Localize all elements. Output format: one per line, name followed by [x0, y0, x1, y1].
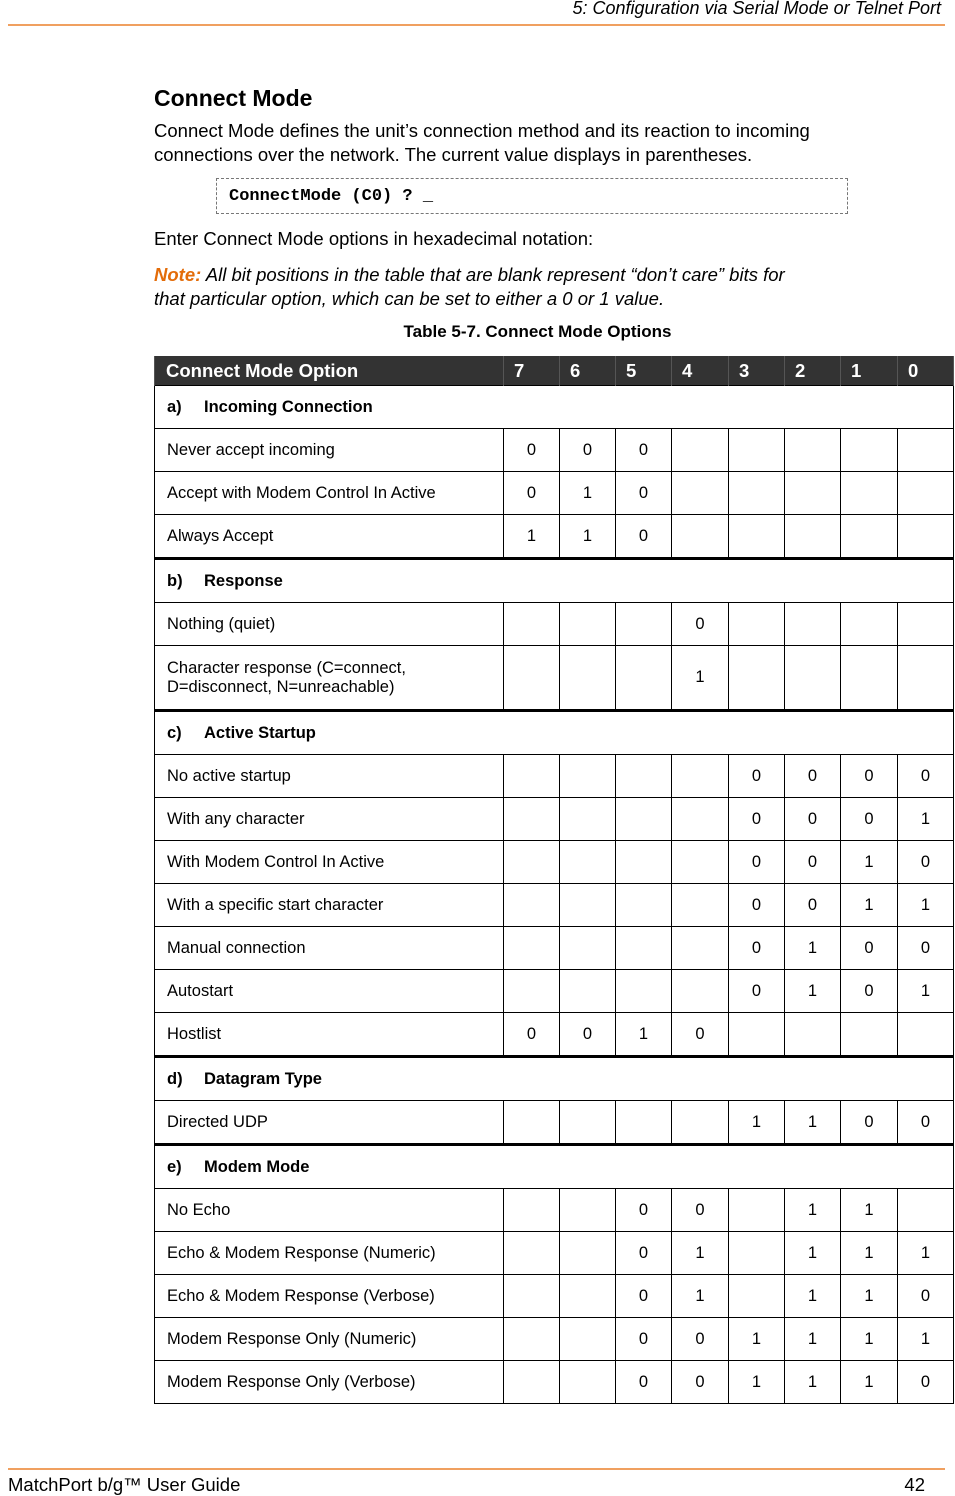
option-label: With any character: [155, 798, 504, 841]
table-row: [155, 755, 954, 798]
table-row: [155, 1013, 954, 1057]
bit-cell: 0: [504, 429, 560, 472]
bit-cell: 1: [898, 798, 954, 841]
section-heading-text: Incoming Connection: [204, 397, 373, 416]
bit-cell: 1: [672, 1232, 729, 1275]
bit-cell: [560, 1189, 616, 1232]
header-bit-5: 5: [616, 356, 672, 386]
option-label: Echo & Modem Response (Numeric): [155, 1232, 504, 1275]
bit-cell: [504, 1101, 560, 1145]
bit-cell: 1: [672, 1275, 729, 1318]
bit-cell: 1: [785, 1318, 841, 1361]
section-heading-text: Active Startup: [204, 723, 316, 742]
bit-cell: 1: [785, 927, 841, 970]
bit-cell: 0: [841, 970, 898, 1013]
bit-cell: [616, 841, 672, 884]
bit-cell: 1: [841, 1232, 898, 1275]
bit-cell: [504, 970, 560, 1013]
option-label: Echo & Modem Response (Verbose): [155, 1275, 504, 1318]
bit-cell: [560, 970, 616, 1013]
bit-cell: 0: [729, 927, 785, 970]
bit-cell: [616, 603, 672, 646]
bit-cell: [729, 1275, 785, 1318]
section-heading: [155, 711, 954, 755]
section-letter: d): [167, 1069, 183, 1088]
bit-cell: [504, 1361, 560, 1404]
table-row: [155, 1232, 954, 1275]
bit-cell: [729, 429, 785, 472]
bit-cell: 0: [898, 755, 954, 798]
bit-cell: [729, 1189, 785, 1232]
header-bit-7: 7: [504, 356, 560, 386]
table-row: [155, 927, 954, 970]
bit-cell: 0: [672, 603, 729, 646]
bit-cell: 0: [672, 1013, 729, 1057]
option-label: Nothing (quiet): [155, 603, 504, 646]
bit-cell: [841, 472, 898, 515]
bit-cell: [504, 1275, 560, 1318]
bit-cell: [504, 603, 560, 646]
bit-cell: 0: [898, 927, 954, 970]
bit-cell: 1: [898, 1232, 954, 1275]
bit-cell: [729, 515, 785, 559]
bit-cell: 0: [898, 1361, 954, 1404]
bit-cell: 0: [841, 755, 898, 798]
bit-cell: [785, 515, 841, 559]
bit-cell: 1: [785, 1189, 841, 1232]
bit-cell: 1: [729, 1361, 785, 1404]
note-line-2: that particular option, which can be set to either a 0 or 1 value.: [154, 288, 665, 309]
bit-cell: [560, 1275, 616, 1318]
table-row: [155, 798, 954, 841]
bit-cell: [560, 646, 616, 711]
table-header-row: [155, 356, 954, 386]
bit-cell: [898, 515, 954, 559]
bit-cell: [729, 1232, 785, 1275]
header-bit-3: 3: [729, 356, 785, 386]
bit-cell: 0: [898, 1101, 954, 1145]
option-label-line-2: D=disconnect, N=unreachable): [167, 677, 395, 696]
bit-cell: [729, 646, 785, 711]
bit-cell: [504, 755, 560, 798]
bit-cell: [616, 970, 672, 1013]
bit-cell: [898, 1189, 954, 1232]
bit-cell: 0: [504, 472, 560, 515]
bit-cell: 1: [785, 970, 841, 1013]
bit-cell: [616, 646, 672, 711]
bit-cell: [729, 603, 785, 646]
bit-cell: [672, 798, 729, 841]
bit-cell: 0: [616, 1361, 672, 1404]
bit-cell: 0: [560, 429, 616, 472]
bit-cell: [898, 429, 954, 472]
bit-cell: [672, 927, 729, 970]
bit-cell: [504, 1189, 560, 1232]
option-label: Accept with Modem Control In Active: [155, 472, 504, 515]
option-label: With a specific start character: [155, 884, 504, 927]
table-row: [155, 472, 954, 515]
bit-cell: 0: [672, 1318, 729, 1361]
section-letter: c): [167, 723, 182, 742]
bit-cell: [616, 1101, 672, 1145]
bit-cell: [672, 970, 729, 1013]
footer-rule: [8, 1468, 945, 1470]
bit-cell: 0: [560, 1013, 616, 1057]
bit-cell: [616, 755, 672, 798]
bit-cell: 0: [616, 1318, 672, 1361]
section-row: [155, 386, 954, 429]
bit-cell: [504, 646, 560, 711]
bit-cell: [616, 798, 672, 841]
note-line-1: All bit positions in the table that are blank represent “don’t care” bits for: [205, 264, 785, 285]
section-letter: e): [167, 1157, 182, 1176]
option-label: Hostlist: [155, 1013, 504, 1057]
table-row: [155, 970, 954, 1013]
bit-cell: 1: [898, 1318, 954, 1361]
bit-cell: 0: [729, 798, 785, 841]
bit-cell: [785, 472, 841, 515]
bit-cell: 1: [841, 1361, 898, 1404]
bit-cell: 0: [616, 1232, 672, 1275]
bit-cell: 1: [841, 1318, 898, 1361]
header-rule: [8, 24, 945, 26]
bit-cell: [898, 472, 954, 515]
bit-cell: 1: [841, 884, 898, 927]
bit-cell: 1: [841, 1275, 898, 1318]
intro-line-1: Connect Mode defines the unit’s connection method and its reaction to incoming: [154, 120, 810, 141]
bit-cell: 1: [729, 1318, 785, 1361]
bit-cell: [672, 1101, 729, 1145]
section-title: Connect Mode: [154, 85, 313, 111]
bit-cell: 0: [785, 798, 841, 841]
bit-cell: [898, 646, 954, 711]
bit-cell: [841, 603, 898, 646]
bit-cell: 0: [785, 884, 841, 927]
header-bit-1: 1: [841, 356, 898, 386]
bit-cell: 0: [841, 798, 898, 841]
footer-guide-title: MatchPort b/g™ User Guide: [8, 1474, 241, 1495]
bit-cell: 0: [672, 1361, 729, 1404]
bit-cell: 0: [898, 841, 954, 884]
bit-cell: 0: [616, 515, 672, 559]
note-label: Note:: [154, 264, 202, 285]
bit-cell: 1: [729, 1101, 785, 1145]
code-prompt: ConnectMode (C0) ? _: [229, 187, 434, 206]
bit-cell: [504, 1232, 560, 1275]
bit-cell: 0: [729, 755, 785, 798]
option-label: Modem Response Only (Numeric): [155, 1318, 504, 1361]
option-label: Manual connection: [155, 927, 504, 970]
table-row: [155, 646, 954, 711]
bit-cell: 1: [898, 884, 954, 927]
chapter-header: 5: Configuration via Serial Mode or Telnet Port: [572, 0, 941, 18]
bit-cell: 0: [841, 1101, 898, 1145]
bit-cell: [672, 841, 729, 884]
header-bit-6: 6: [560, 356, 616, 386]
bit-cell: 1: [841, 841, 898, 884]
bit-cell: [672, 429, 729, 472]
section-letter: a): [167, 397, 182, 416]
option-label: Never accept incoming: [155, 429, 504, 472]
bit-cell: [560, 884, 616, 927]
bit-cell: [729, 1013, 785, 1057]
bit-cell: [729, 472, 785, 515]
table-caption: Table 5-7. Connect Mode Options: [403, 322, 672, 341]
bit-cell: [560, 1232, 616, 1275]
bit-cell: 0: [616, 472, 672, 515]
header-option: Connect Mode Option: [155, 356, 504, 386]
table-row: [155, 1361, 954, 1404]
bit-cell: [560, 1318, 616, 1361]
option-label: With Modem Control In Active: [155, 841, 504, 884]
section-heading-text: Datagram Type: [204, 1069, 322, 1088]
bit-cell: [785, 646, 841, 711]
option-label: Directed UDP: [155, 1101, 504, 1145]
bit-cell: 1: [504, 515, 560, 559]
bit-cell: [560, 1361, 616, 1404]
section-heading: [155, 1057, 954, 1101]
option-label: No Echo: [155, 1189, 504, 1232]
bit-cell: [672, 472, 729, 515]
section-row: [155, 559, 954, 603]
option-label: Modem Response Only (Verbose): [155, 1361, 504, 1404]
bit-cell: 0: [729, 970, 785, 1013]
note: [154, 263, 884, 311]
table-row: [155, 603, 954, 646]
option-label: Always Accept: [155, 515, 504, 559]
section-heading-text: Modem Mode: [204, 1157, 310, 1176]
bit-cell: [841, 515, 898, 559]
bit-cell: [504, 798, 560, 841]
bit-cell: 0: [616, 429, 672, 472]
header-bit-0: 0: [898, 356, 954, 386]
option-label: Autostart: [155, 970, 504, 1013]
bit-cell: [560, 841, 616, 884]
bit-cell: [841, 1013, 898, 1057]
bit-cell: 1: [841, 1189, 898, 1232]
bit-cell: 1: [672, 646, 729, 711]
bit-cell: [504, 927, 560, 970]
instruction: Enter Connect Mode options in hexadecimal notation:: [154, 228, 594, 249]
section-heading: [155, 559, 954, 603]
table-row: [155, 1275, 954, 1318]
page-number: 42: [904, 1474, 925, 1495]
table-row: [155, 1101, 954, 1145]
bit-cell: [504, 1318, 560, 1361]
bit-cell: 0: [504, 1013, 560, 1057]
bit-cell: 0: [729, 841, 785, 884]
bit-cell: [785, 1013, 841, 1057]
bit-cell: [672, 755, 729, 798]
section-heading-text: Response: [204, 571, 283, 590]
table-row: [155, 1318, 954, 1361]
section-row: [155, 711, 954, 755]
header-bit-4: 4: [672, 356, 729, 386]
option-label-line-1: Character response (C=connect,: [167, 658, 406, 677]
bit-cell: [841, 646, 898, 711]
bit-cell: [898, 1013, 954, 1057]
bit-cell: [504, 884, 560, 927]
bit-cell: 0: [729, 884, 785, 927]
bit-cell: [672, 515, 729, 559]
bit-cell: 1: [785, 1275, 841, 1318]
table-row: [155, 1189, 954, 1232]
option-label: No active startup: [155, 755, 504, 798]
table-row: [155, 884, 954, 927]
section-letter: b): [167, 571, 183, 590]
bit-cell: 0: [785, 841, 841, 884]
bit-cell: [560, 603, 616, 646]
option-label: [155, 646, 504, 711]
bit-cell: [785, 429, 841, 472]
bit-cell: 1: [616, 1013, 672, 1057]
section-row: [155, 1145, 954, 1189]
bit-cell: 1: [560, 472, 616, 515]
section-heading: [155, 1145, 954, 1189]
bit-cell: [841, 429, 898, 472]
bit-cell: 0: [841, 927, 898, 970]
bit-cell: 0: [785, 755, 841, 798]
bit-cell: [672, 884, 729, 927]
bit-cell: 1: [785, 1361, 841, 1404]
bit-cell: [785, 603, 841, 646]
header-bit-2: 2: [785, 356, 841, 386]
bit-cell: [616, 884, 672, 927]
bit-cell: [616, 927, 672, 970]
bit-cell: 0: [898, 1275, 954, 1318]
bit-cell: 1: [560, 515, 616, 559]
bit-cell: [898, 603, 954, 646]
table-row: [155, 515, 954, 559]
connect-mode-table: [154, 356, 954, 1404]
bit-cell: [560, 927, 616, 970]
section-row: [155, 1057, 954, 1101]
table-row: [155, 429, 954, 472]
intro-line-2: connections over the network. The current value displays in parentheses.: [154, 144, 753, 165]
bit-cell: 0: [616, 1189, 672, 1232]
code-example: [216, 178, 848, 214]
table-row: [155, 841, 954, 884]
bit-cell: 1: [785, 1232, 841, 1275]
bit-cell: [560, 755, 616, 798]
bit-cell: 0: [672, 1189, 729, 1232]
bit-cell: 1: [785, 1101, 841, 1145]
bit-cell: 1: [898, 970, 954, 1013]
bit-cell: [504, 841, 560, 884]
bit-cell: 0: [616, 1275, 672, 1318]
bit-cell: [560, 798, 616, 841]
section-heading: [155, 386, 954, 429]
bit-cell: [560, 1101, 616, 1145]
